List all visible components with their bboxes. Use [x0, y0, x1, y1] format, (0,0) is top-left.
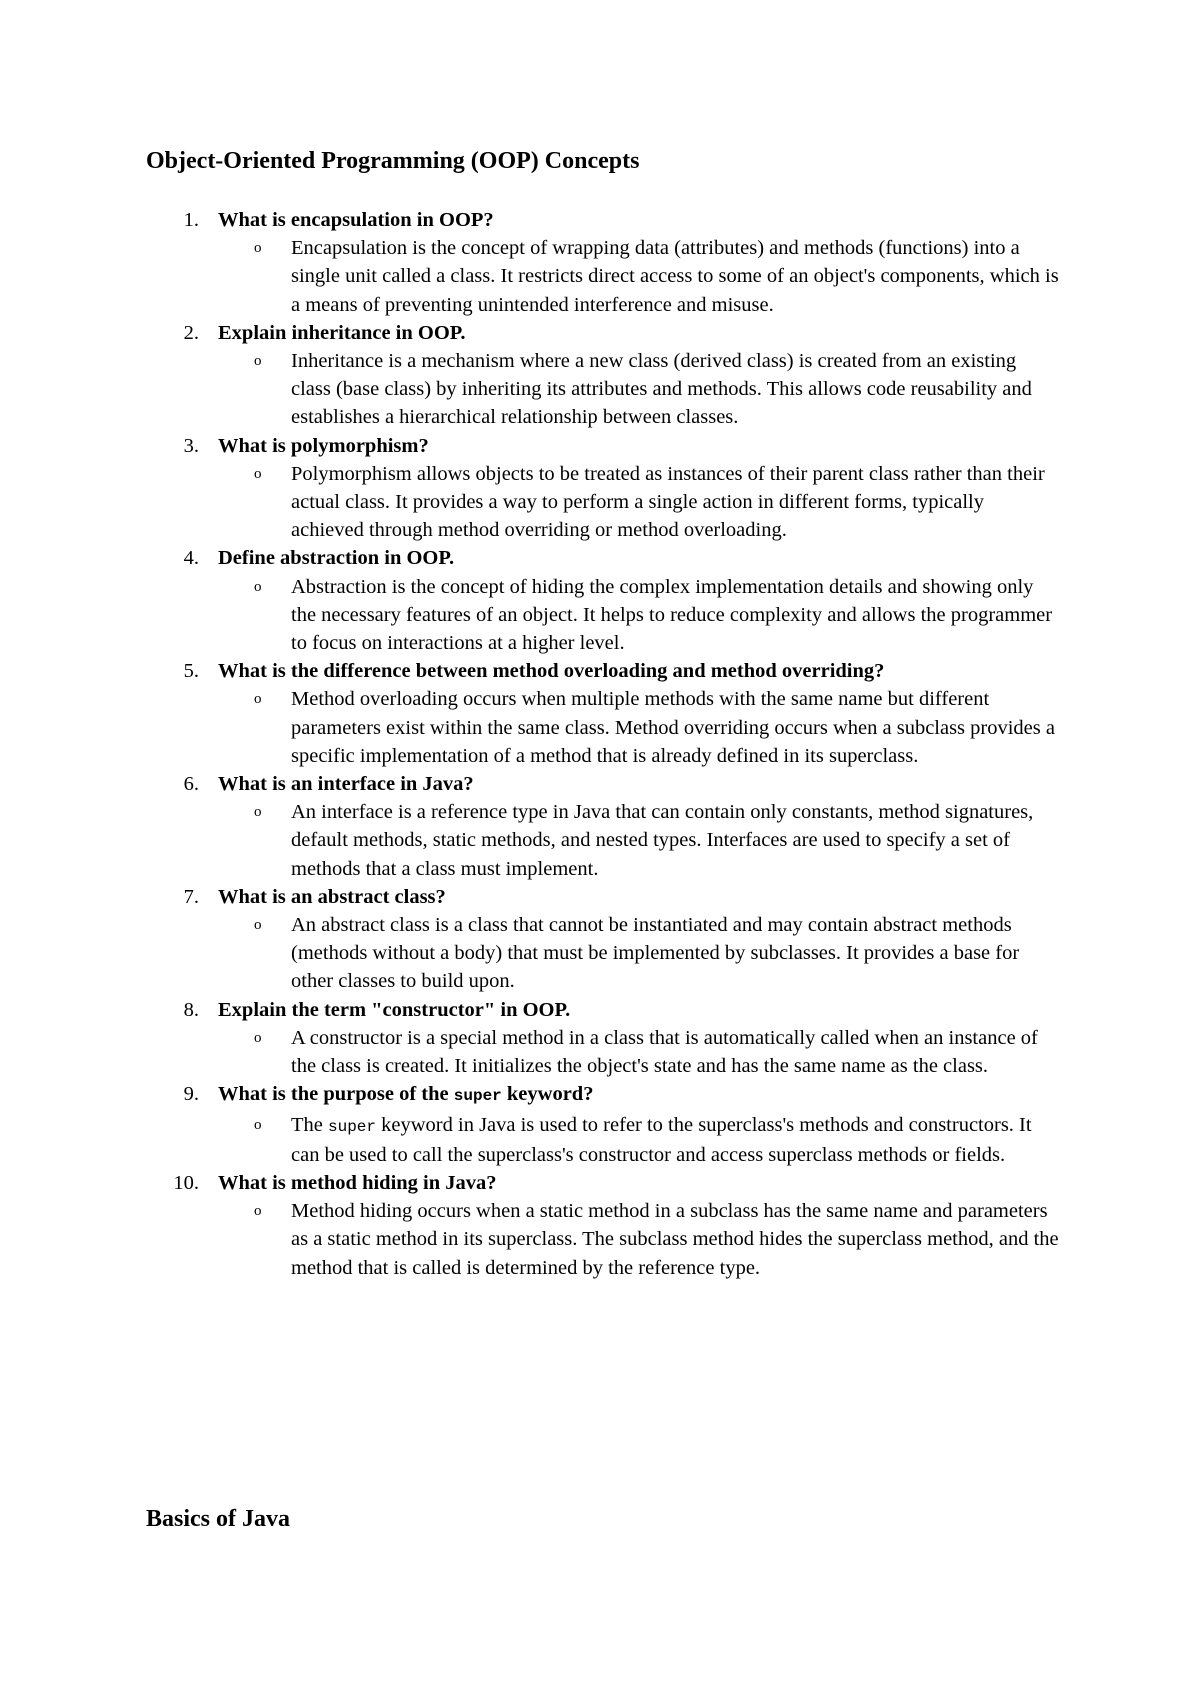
question-number: 10.: [173, 1171, 199, 1194]
answer-text: Inheritance is a mechanism where a new class (derived class) is created from an existing class (base class) by inheriting its attributes and methods. This allows code reusability and establishes a hierarchical relationship between classes.: [291, 350, 1032, 429]
question-number: 2.: [183, 321, 199, 344]
question-text: What is polymorphism?: [218, 434, 429, 457]
qa-item-3: [0, 432, 1200, 545]
qa-list: [0, 206, 1200, 1282]
question-text: What is an interface in Java?: [218, 773, 474, 796]
answer: [218, 1024, 1061, 1080]
qa-item-5: [0, 657, 1200, 770]
answer-text: [291, 1114, 1032, 1166]
answer-text: A constructor is a special method in a class that is automatically called when an instance of the class is created. It initializes the object's state and has the same name as the class.: [291, 1026, 1038, 1078]
answer: [218, 573, 1061, 658]
answer: [218, 911, 1061, 996]
qa-item-8: [0, 996, 1200, 1081]
bullet-icon: o: [254, 1029, 262, 1046]
qa-item-2: [0, 319, 1200, 432]
question-code-keyword: super: [453, 1087, 502, 1106]
bullet-icon: o: [254, 917, 262, 934]
section-title-oop: Object-Oriented Programming (OOP) Concepts: [146, 148, 640, 174]
answer-text: Method overloading occurs when multiple methods with the same name but different parameters exist within the same class. Method overriding occurs when a subclass provides a specific implementation of a method that is already defined in its superclass.: [291, 688, 1055, 767]
question-text: What is encapsulation in OOP?: [218, 209, 494, 231]
question-number: 8.: [183, 998, 199, 1021]
question-text: [218, 1080, 1200, 1110]
question-text: What is the difference between method overloading and method overriding?: [218, 660, 885, 683]
answer-text-end: keyword in Java is used to refer to the superclass's methods and constructors. It can be used to call the superclass's constructor and access superclass methods or fields.: [291, 1113, 1032, 1166]
answer-text: An abstract class is a class that cannot be instantiated and may contain abstract methods (methods without a body) that must be implemented by subclasses. It provides a base for other classes to build upon.: [291, 914, 1020, 993]
question-text-start: What is the purpose of the: [218, 1083, 454, 1106]
bullet-icon: o: [254, 353, 262, 370]
answer: [218, 1111, 1061, 1169]
question-text: Explain the term "constructor" in OOP.: [218, 998, 571, 1021]
answer: [218, 798, 1061, 883]
qa-item-4: [0, 544, 1200, 657]
answer-text: An interface is a reference type in Java that can contain only constants, method signatures, default methods, static methods, and nested types. Interfaces are used to specify a set of methods that a class must implement.: [291, 801, 1034, 880]
question-number: 1.: [183, 209, 199, 231]
qa-item-10: [0, 1169, 1200, 1282]
qa-item-9: [0, 1080, 1200, 1169]
section-title-java: Basics of Java: [146, 1506, 290, 1532]
bullet-icon: o: [254, 691, 262, 708]
qa-item-6: [0, 770, 1200, 883]
bullet-icon: o: [254, 1116, 262, 1133]
answer: [218, 347, 1061, 432]
question-number: 4.: [183, 547, 199, 570]
answer-text: Encapsulation is the concept of wrapping data (attributes) and methods (functions) into a single unit called a class. It restricts direct access to some of an object's components, which is a means of preventing unintended interference and misuse.: [291, 237, 1059, 316]
question-text: Define abstraction in OOP.: [218, 547, 455, 570]
question-text-end: keyword?: [501, 1083, 594, 1106]
answer-text: Abstraction is the concept of hiding the complex implementation details and showing only the necessary features of an object. It helps to reduce complexity and allows the programmer to focus on interactions at a higher level.: [291, 575, 1053, 655]
question-number: 6.: [183, 773, 199, 796]
qa-item-1: [0, 206, 1200, 319]
question-number: 7.: [183, 885, 199, 908]
question-number: 5.: [183, 660, 199, 683]
question-text: Explain inheritance in OOP.: [218, 321, 466, 344]
bullet-icon: o: [254, 465, 262, 482]
question-number: 3.: [183, 434, 199, 457]
answer-text-start: The: [291, 1113, 328, 1136]
question-text: What is method hiding in Java?: [218, 1171, 497, 1194]
answer-code-keyword: super: [328, 1117, 377, 1136]
answer: [218, 1197, 1061, 1282]
answer-text: Polymorphism allows objects to be treated as instances of their parent class rather than their actual class. It provides a way to perform a single action in different forms, typically achieved through method overriding or method overloading.: [291, 462, 1045, 542]
bullet-icon: o: [254, 240, 262, 257]
answer-text: Method hiding occurs when a static method in a subclass has the same name and parameters as a static method in its superclass. The subclass method hides the superclass method, and the method that is called is determined by the reference type.: [291, 1200, 1059, 1279]
answer: [218, 234, 1061, 319]
answer: [218, 685, 1061, 770]
bullet-icon: o: [254, 1203, 262, 1220]
answer: [218, 460, 1061, 545]
bullet-icon: o: [254, 804, 262, 821]
question-text: What is an abstract class?: [218, 885, 446, 908]
question-number: 9.: [183, 1083, 199, 1106]
qa-item-7: [0, 883, 1200, 996]
bullet-icon: o: [254, 578, 262, 595]
